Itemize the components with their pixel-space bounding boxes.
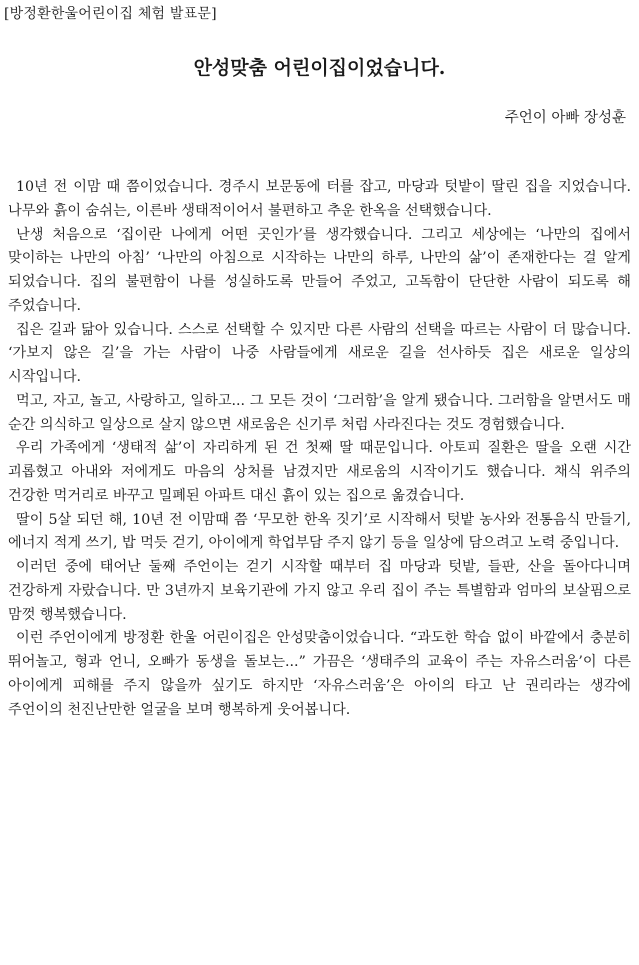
body-paragraph-6: 딸이 5살 되던 해, 10년 전 이맘때 쯤 ‘무모한 한옥 짓기’로 시작해서 텃밭 농사와 전통음식 만들기, 에너지 적게 쓰기, 밥 먹듯 걷기, 아이에게 학업부담 주지 않기 등을 일상에 담으려고 노력 중입니다. (8, 511, 631, 552)
body-paragraph-5: 우리 가족에게 ‘생태적 삶’이 자리하게 된 건 첫째 딸 때문입니다. 아토피 질환은 딸을 오랜 시간 괴롭혔고 아내와 저에게도 마음의 상처를 남겼지만 새로움의 시작이기도 했습니다. 채식 위주의 건강한 먹거리로 바꾸고 밀폐된 아파트 대신 흙이 있는 집으로 옮겼습니다. (8, 440, 631, 504)
body-paragraph-4: 먹고, 자고, 놀고, 사랑하고, 일하고... 그 모든 것이 ‘그러함’을 알게 됐습니다. 그러함을 알면서도 매 순간 의식하고 일상으로 살지 않으면 새로움은 신기루 처럼 사라진다는 것도 경험했습니다. (8, 392, 631, 433)
document-header-tag: [방정환한울어린이집 체험 발표문] (4, 6, 217, 22)
body-paragraph-7: 이러던 중에 태어난 둘째 주언이는 걷기 시작할 때부터 집 마당과 텃밭, 들판, 산을 돌아다니며 건강하게 자랐습니다. 만 3년까지 보육기관에 가지 않고 우리 집이 주는 특별함과 엄마의 보살핌으로 맘껏 행복했습니다. (8, 559, 631, 623)
document-body (8, 176, 631, 722)
document-author: 주언이 아빠 장성훈 (504, 110, 626, 126)
body-paragraph-3: 집은 길과 닮아 있습니다. 스스로 선택할 수 있지만 다른 사람의 선택을 따르는 사람이 더 많습니다. ‘가보지 않은 길’을 가는 사람이 나중 사람들에게 새로운 길을 선사하듯 집은 새로운 일상의 시작입니다. (8, 321, 631, 385)
body-paragraph-2: 난생 처음으로 ‘집이란 나에게 어떤 곳인가’를 생각했습니다. 그리고 세상에는 ‘나만의 집에서 맞이하는 나만의 아침’ ‘나만의 아침으로 시작하는 나만의 하루, 나만의 삶’이 존재한다는 걸 알게 되었습니다. 집의 불편함이 나를 성실하도록 만들어 주었고, 고독함이 단단한 사람이 되도록 해 주었습니다. (8, 226, 631, 314)
body-paragraph-1: 10년 전 이맘 때 쯤이었습니다. 경주시 보문동에 터를 잡고, 마당과 텃밭이 딸린 집을 지었습니다. 나무와 흙이 숨쉬는, 이른바 생태적이어서 불편하고 추운 한옥을 선택했습니다. (8, 179, 631, 219)
document-title: 안성맞춤 어린이집이었습니다. (193, 57, 446, 79)
body-paragraph-8: 이런 주언이에게 방정환 한울 어린이집은 안성맞춤이었습니다. “과도한 학습 없이 바깥에서 충분히 뛰어놀고, 형과 언니, 오빠가 동생을 돌보는...” 가끔은 ‘생태주의 교육이 주는 자유스러움’이 다른 아이에게 피해를 주지 않을까 싶기도 하지만 ‘자유스러움’은 아이의 타고 난 권리라는 생각에 주언이의 천진난만한 얼굴을 보며 행복하게 웃어봅니다. (8, 630, 631, 718)
